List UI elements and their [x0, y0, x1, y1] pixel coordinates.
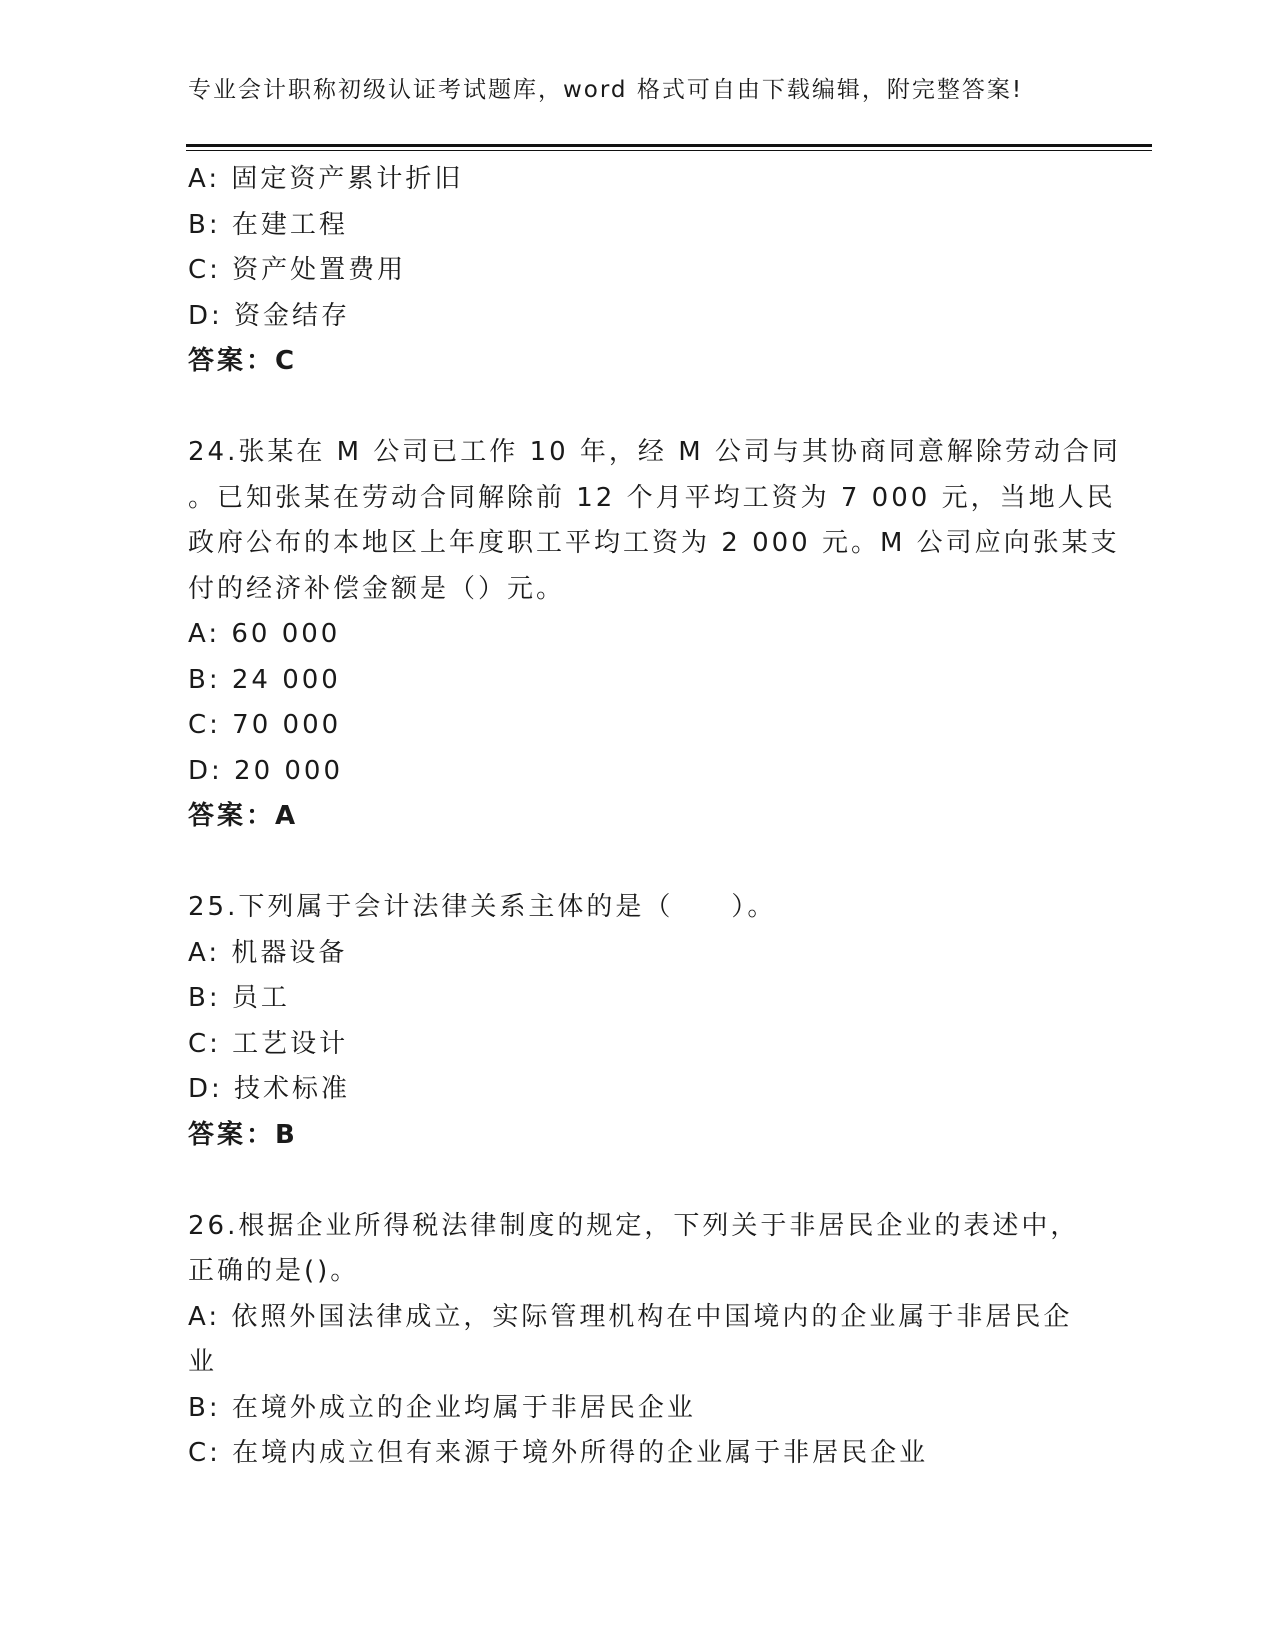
option-b: B: 在建工程: [188, 209, 348, 240]
spacer: [188, 385, 1088, 431]
question-text-line: 。已知张某在劳动合同解除前 12 个月平均工资为 7 000 元，当地人民: [188, 482, 1116, 513]
spacer: [188, 1158, 1088, 1204]
question-text-line: 26.根据企业所得税法律制度的规定，下列关于非居民企业的表述中，: [188, 1210, 1080, 1241]
answer: 答案：B: [188, 1119, 298, 1150]
option-a-continued: 业: [188, 1347, 218, 1377]
option-c: C: 在境内成立但有来源于境外所得的企业属于非居民企业: [188, 1438, 929, 1468]
option-b: B: 24 000: [188, 664, 341, 695]
document-header: 专业会计职称初级认证考试题库，word 格式可自由下载编辑，附完整答案!: [188, 77, 1024, 103]
question-text-line: 正确的是()。: [188, 1256, 360, 1286]
question-24: [188, 430, 1121, 840]
answer: 答案：A: [188, 801, 299, 831]
option-d: D: 技术标准: [188, 1074, 351, 1104]
option-a: A: 机器设备: [188, 937, 348, 968]
header-rule-thin: [186, 150, 1152, 151]
question-25: [188, 885, 1088, 1158]
option-d: D: 20 000: [188, 755, 344, 786]
option-d: D: 资金结存: [188, 300, 351, 331]
document-body: [188, 157, 1121, 1477]
question-text-line: 24.张某在 M 公司已工作 10 年，经 M 公司与其协商同意解除劳动合同: [188, 437, 1121, 467]
option-c: C: 70 000: [188, 710, 342, 740]
option-b: B: 在境外成立的企业均属于非居民企业: [188, 1392, 696, 1423]
header-rule-thick: [186, 144, 1152, 147]
question-26: [188, 1204, 1088, 1477]
question-text-line: 付的经济补偿金额是（）元。: [188, 573, 566, 604]
option-c: C: 资产处置费用: [188, 255, 407, 285]
option-a: A: 60 000: [188, 619, 341, 649]
option-a: A: 依照外国法律成立，实际管理机构在中国境内的企业属于非居民企: [188, 1301, 1073, 1332]
option-b: B: 员工: [188, 983, 290, 1013]
question-text-line: 25.下列属于会计法律关系主体的是（ ）。: [188, 892, 777, 922]
question-text-line: 政府公布的本地区上年度职工平均工资为 2 000 元。M 公司应向张某支: [188, 528, 1120, 558]
spacer: [188, 840, 1088, 886]
option-c: C: 工艺设计: [188, 1028, 349, 1059]
answer: 答案：C: [188, 346, 298, 376]
question-23: [188, 157, 1088, 385]
option-a: A: 固定资产累计折旧: [188, 164, 464, 194]
